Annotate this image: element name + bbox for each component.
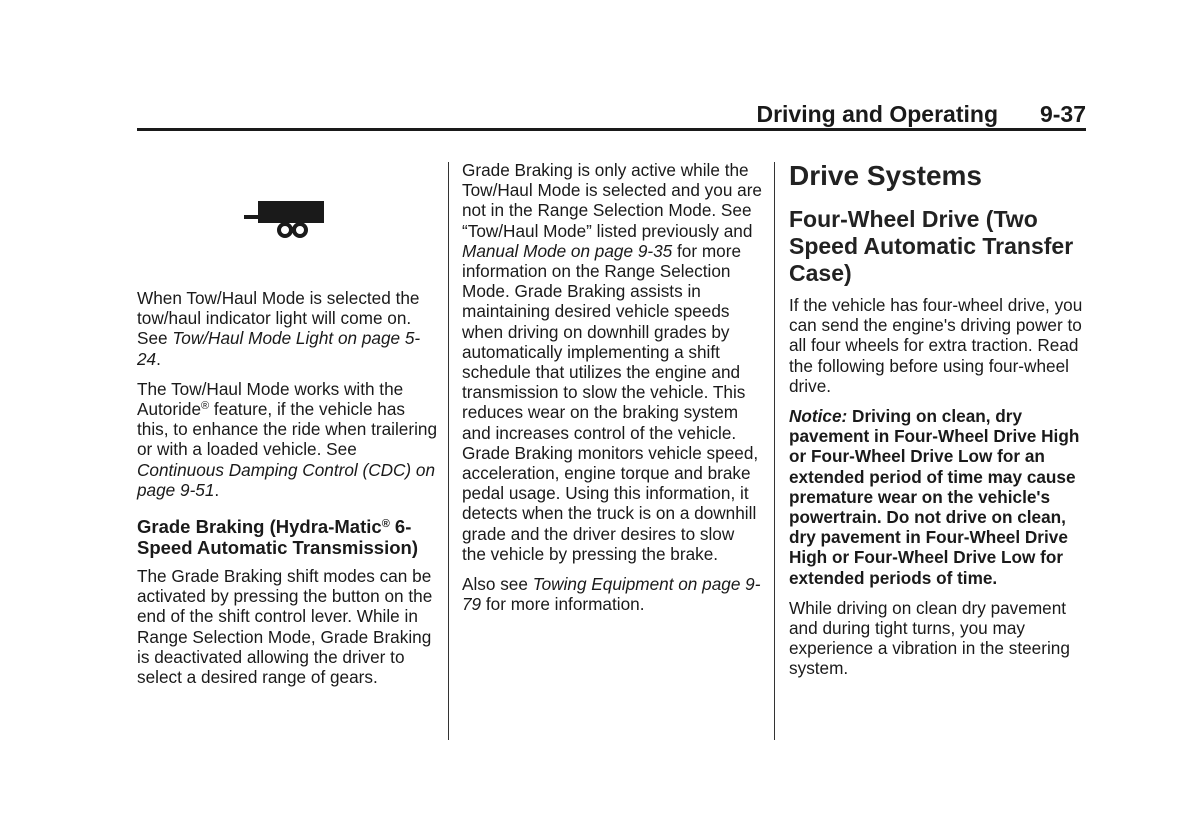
vibration-paragraph: While driving on clean dry pavement and during tight turns, you may experience a vibration in the steering system. xyxy=(789,597,1070,679)
column-3 xyxy=(789,160,1089,689)
notice-label: Notice: xyxy=(789,406,848,427)
tow-haul-trailer-icon xyxy=(244,201,324,239)
autoride-paragraph: The Tow/Haul Mode works with the Autoride® feature, if the vehicle has this, to enhance the ride when trailering or with a loaded vehicle. See Continuous Damping Control (CDC) on page 9-51. xyxy=(137,378,438,500)
four-wheel-intro-paragraph: If the vehicle has four-wheel drive, you can send the engine's driving power to all four wheels for extra traction. Read the following before using four-wheel drive. xyxy=(789,295,1083,396)
column-2 xyxy=(462,160,762,624)
cdc-link[interactable]: Continuous Damping Control (CDC) on page 9-51 xyxy=(137,459,436,500)
manual-mode-link[interactable]: Manual Mode on page 9-35 xyxy=(462,240,673,261)
column-divider-2 xyxy=(774,162,775,740)
notice-paragraph: Notice: Driving on clean, dry pavement in Four-Wheel Drive High or Four-Wheel Drive Low for an extended period of time may cause premature wear on the vehicle's powertrain. Do not drive on clean, dry pavement in Four-Wheel Drive High or Four-Wheel Drive Low for extended periods of time. xyxy=(789,406,1080,588)
four-wheel-drive-heading: Four-Wheel Drive (Two Speed Automatic Transfer Case) xyxy=(789,206,1074,286)
page-header xyxy=(137,100,1086,128)
column-divider-1 xyxy=(448,162,449,740)
grade-braking-paragraph: The Grade Braking shift modes can be activated by pressing the button on the end of the shift control lever. While in Range Selection Mode, Grade Braking is deactivated allowing the driver to select a desired range of gears. xyxy=(137,566,433,688)
page-number: 9-37 xyxy=(1039,101,1086,127)
towing-equipment-link[interactable]: Towing Equipment on page 9-79 xyxy=(462,574,761,615)
tow-haul-light-link[interactable]: Tow/Haul Mode Light on page 5-24 xyxy=(137,328,421,369)
header-rule xyxy=(137,128,1086,131)
section-title: Driving and Operating xyxy=(756,101,998,127)
drive-systems-title: Drive Systems xyxy=(789,160,983,191)
towing-equipment-paragraph: Also see Towing Equipment on page 9-79 for more information. xyxy=(462,574,761,615)
column-1 xyxy=(137,288,437,697)
tow-haul-light-paragraph: When Tow/Haul Mode is selected the tow/haul indicator light will come on. See Tow/Haul Mode Light on page 5-24. xyxy=(137,288,421,369)
grade-braking-active-paragraph: Grade Braking is only active while the Tow/Haul Mode is selected and you are not in the Range Selection Mode. See “Tow/Haul Mode” listed previously and Manual Mode on page 9-35 for more information on the Range Selection Mode. Grade Braking assists in maintaining desired vehicle speeds when driving on downhill grades by automatically implementing a shift schedule that utilizes the engine and transmission to slow the vehicle. This reduces wear on the braking system and increases control of the vehicle. Grade Braking monitors vehicle speed, acceleration, engine torque and brake pedal usage. Using this information, it detects when the truck is on a downhill grade and the driver desires to slow the vehicle by pressing the brake. xyxy=(462,160,762,564)
grade-braking-heading: Grade Braking (Hydra-Matic® 6-Speed Automatic Transmission) xyxy=(137,516,418,559)
